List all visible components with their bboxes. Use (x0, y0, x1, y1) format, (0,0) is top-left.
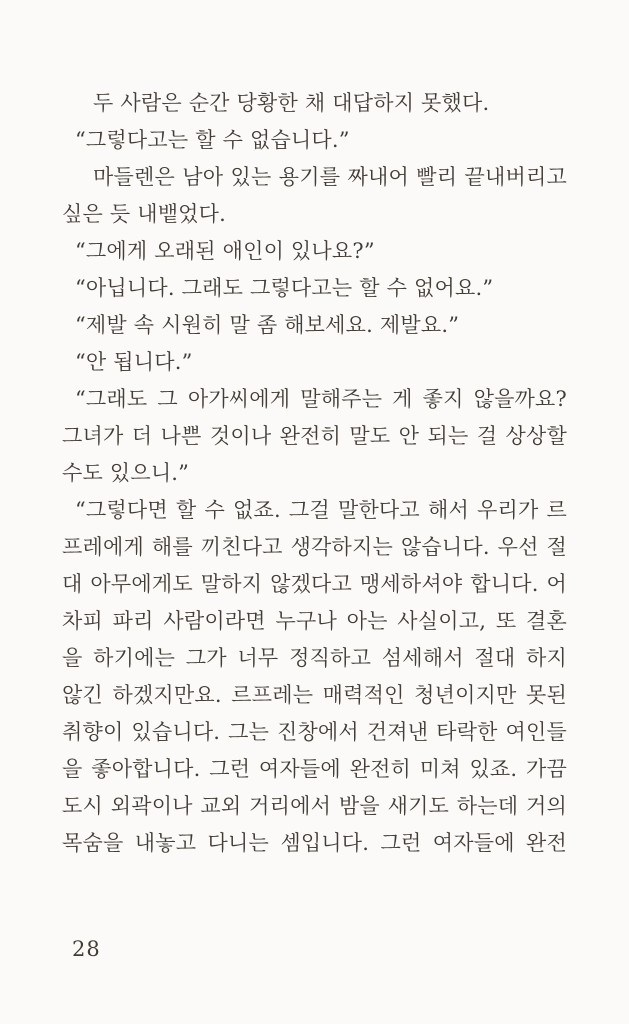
text-line: 않긴 하겠지만요. 르프레는 매력적인 청년이지만 못된 (62, 683, 567, 707)
text-line: 목숨을 내놓고 다니는 셈입니다. 그런 여자들에 완전 (62, 831, 567, 855)
text-line: 두 사람은 순간 당황한 채 대답하지 못했다. (93, 91, 490, 115)
text-line: 대 아무에게도 말하지 않겠다고 맹세하셔야 합니다. 어 (62, 572, 567, 596)
text-line: 마들렌은 남아 있는 용기를 짜내어 빨리 끝내버리고 (93, 165, 567, 189)
text-line: 도시 외곽이나 교외 거리에서 밤을 새기도 하는데 거의 (62, 794, 567, 818)
text-line: “그렇다면 할 수 없죠. 그걸 말한다고 해서 우리가 르 (75, 498, 567, 522)
book-text-block (62, 85, 567, 862)
text-line: 그녀가 더 나쁜 것이나 완전히 말도 안 되는 걸 상상할 (62, 424, 567, 448)
text-line: 수도 있으니.” (62, 461, 190, 485)
text-line: 을 좋아합니다. 그런 여자들에 완전히 미쳐 있죠. 가끔 (62, 757, 567, 781)
text-line: “제발 속 시원히 말 좀 해보세요. 제발요.” (75, 313, 460, 337)
text-line: 을 하기에는 그가 너무 정직하고 섬세해서 절대 하지 (62, 646, 567, 670)
page-number: 28 (72, 937, 101, 961)
text-line: “안 됩니다.” (75, 350, 193, 374)
text-line: 프레에게 해를 끼친다고 생각하지는 않습니다. 우선 절 (62, 535, 567, 559)
text-line: “그에게 오래된 애인이 있나요?” (75, 239, 375, 263)
text-line: 취향이 있습니다. 그는 진창에서 건져낸 타락한 여인들 (62, 720, 567, 744)
text-line: “그렇다고는 할 수 없습니다.” (75, 128, 350, 152)
text-line: “그래도 그 아가씨에게 말해주는 게 좋지 않을까요? (75, 387, 567, 411)
text-line: “아닙니다. 그래도 그렇다고는 할 수 없어요.” (75, 276, 494, 300)
text-line: 싶은 듯 내뱉었다. (62, 202, 227, 226)
text-line: 차피 파리 사람이라면 누구나 아는 사실이고, 또 결혼 (62, 609, 567, 633)
